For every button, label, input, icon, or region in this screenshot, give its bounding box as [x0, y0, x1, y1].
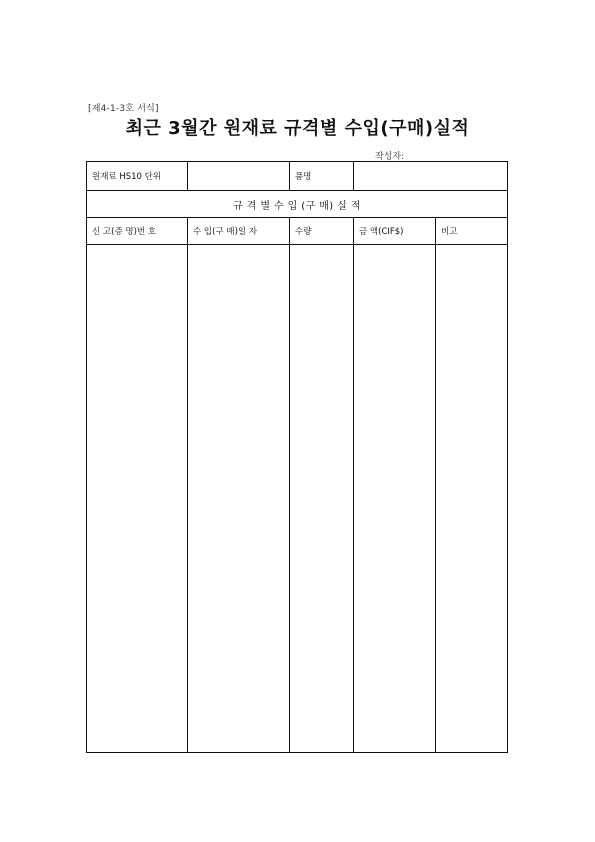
- material-hs10-label: 원재료 HS10 단위: [92, 172, 162, 182]
- body-divider-3: [353, 245, 354, 752]
- section-heading-row: [87, 191, 507, 218]
- col-amount-cif: 금 액(CIF$): [353, 218, 435, 244]
- col-remarks: 비고: [435, 218, 507, 244]
- product-name-label: 품명: [289, 162, 353, 190]
- col-quantity: 수량: [289, 218, 353, 244]
- document-title: 최근 3월간 원재료 규격별 수입(구매)실적: [125, 118, 470, 139]
- data-body[interactable]: [87, 245, 507, 752]
- col-declaration-number: 신 고(증 명)번 호: [92, 227, 157, 237]
- section-title: 규 격 별 수 입 (구 매) 실 적: [233, 200, 361, 212]
- import-record-form: [86, 161, 508, 753]
- column-header-row: [87, 218, 507, 245]
- body-divider-1: [187, 245, 188, 752]
- material-hs10-field[interactable]: [187, 162, 289, 190]
- form-code: [제4-1-3호 서식]: [88, 104, 159, 114]
- body-divider-2: [289, 245, 290, 752]
- product-name-field[interactable]: [353, 162, 507, 190]
- body-divider-4: [435, 245, 436, 752]
- author-label: 작성자:: [375, 152, 405, 162]
- col-import-date: 수 입(구 매)일 자: [187, 218, 289, 244]
- info-row: [87, 162, 507, 191]
